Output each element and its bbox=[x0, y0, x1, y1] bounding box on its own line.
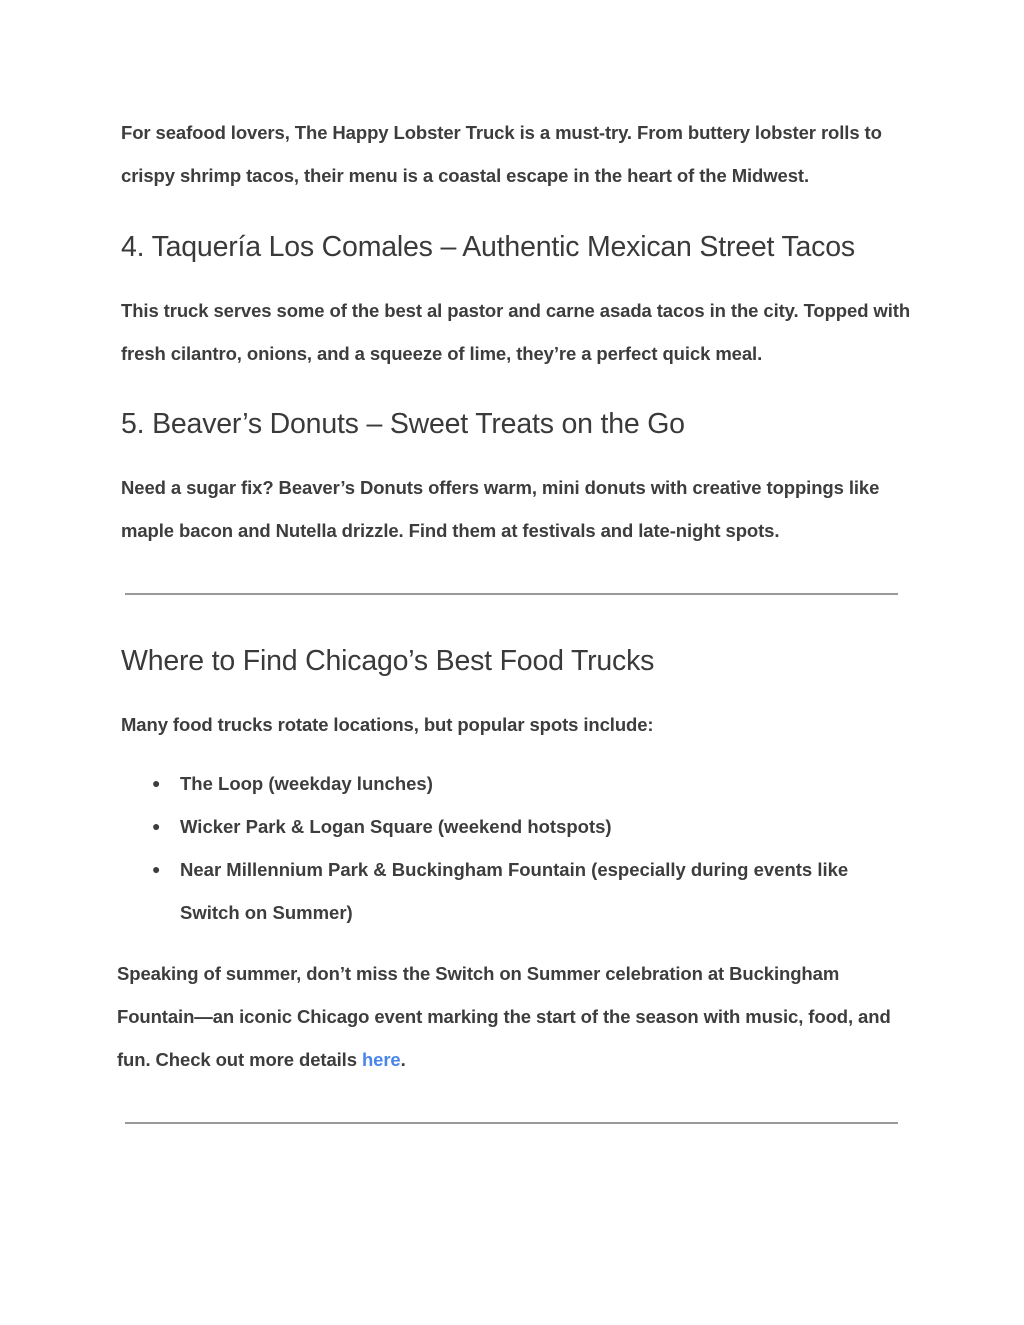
switch-on-summer-paragraph bbox=[117, 952, 907, 1081]
where-to-find-heading: Where to Find Chicago’s Best Food Trucks bbox=[121, 645, 655, 677]
section-5-body: Need a sugar fix? Beaver’s Donuts offers warm, mini donuts with creative toppings like maple bacon and Nutella drizzle. Find them at festivals and late-night spots. bbox=[121, 477, 880, 541]
list-item bbox=[150, 805, 910, 848]
section-4-heading: 4. Taquería Los Comales – Authentic Mexican Street Tacos bbox=[121, 231, 855, 263]
horizontal-divider bbox=[125, 593, 898, 595]
bullet-icon: ● bbox=[152, 775, 161, 791]
section-4-body: This truck serves some of the best al pastor and carne asada tacos in the city. Topped with fresh cilantro, onions, and a squeeze of lime, they’re a perfect quick meal. bbox=[121, 300, 911, 364]
list-item bbox=[150, 848, 910, 934]
list-item bbox=[150, 762, 910, 805]
summer-text: Speaking of summer, don’t miss the Switch on Summer celebration at Buckingham Fountain—an iconic Chicago event marking the start of the season with music, food, and fun. Check out more details bbox=[117, 963, 891, 1070]
lobster-truck-paragraph: For seafood lovers, The Happy Lobster Truck is a must-try. From buttery lobster rolls to crispy shrimp tacos, their menu is a coastal escape in the heart of the Midwest. bbox=[121, 122, 882, 186]
horizontal-divider bbox=[125, 1122, 898, 1124]
summer-end: . bbox=[400, 1049, 406, 1070]
bullet-icon: ● bbox=[152, 861, 161, 877]
spots-list bbox=[150, 762, 910, 934]
spot-label: Near Millennium Park & Buckingham Fountain (especially during events like Switch on Summer) bbox=[180, 859, 849, 923]
details-link[interactable]: here bbox=[361, 1049, 401, 1070]
section-5-heading: 5. Beaver’s Donuts – Sweet Treats on the Go bbox=[121, 408, 685, 440]
bullet-icon: ● bbox=[152, 818, 161, 834]
spot-label: Wicker Park & Logan Square (weekend hotspots) bbox=[180, 816, 612, 837]
spot-label: The Loop (weekday lunches) bbox=[180, 773, 433, 794]
where-intro-paragraph: Many food trucks rotate locations, but popular spots include: bbox=[121, 714, 654, 735]
